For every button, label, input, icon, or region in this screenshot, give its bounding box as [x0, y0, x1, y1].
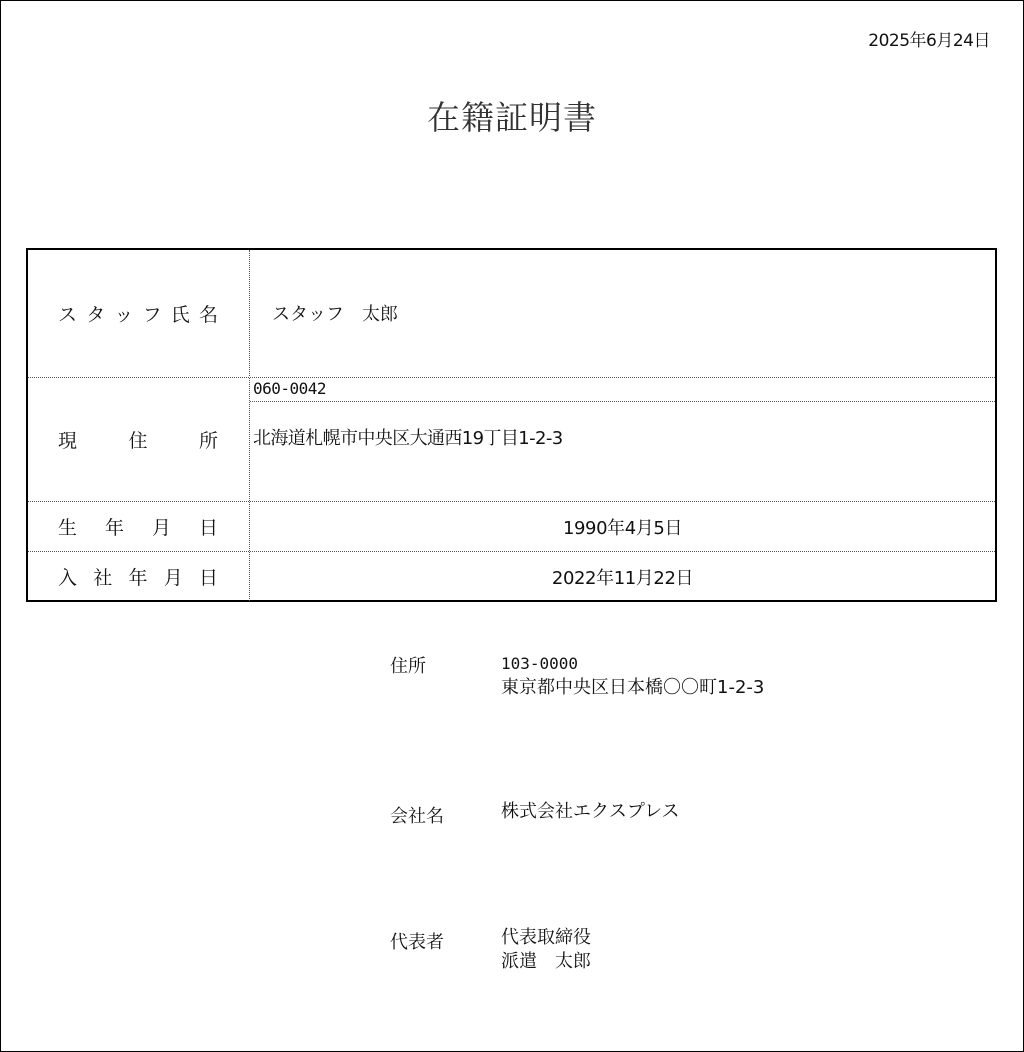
issuer-postal-code: 103-0000	[501, 654, 579, 673]
label-birth-date	[28, 502, 250, 551]
label-char: 社	[93, 567, 113, 589]
issuer-company-name: 株式会社エクスプレス	[501, 801, 680, 822]
label-spread	[58, 300, 218, 327]
certificate-table	[26, 248, 997, 602]
label-address	[28, 378, 250, 501]
label-char: 生	[58, 517, 78, 539]
value-postal-code: 060-0042	[250, 378, 995, 402]
row-staff-name	[28, 250, 995, 376]
value-address: 北海道札幌市中央区大通西19丁目1-2-3	[253, 428, 563, 449]
label-spread	[58, 513, 218, 540]
issuer-address	[501, 652, 764, 700]
document-title: 在籍証明書	[427, 98, 597, 137]
label-char: 名	[198, 303, 218, 326]
label-join-date	[28, 552, 250, 601]
value-join-date: 2022年11月22日	[551, 567, 694, 589]
label-spread	[58, 563, 218, 590]
label-char: 年	[104, 517, 124, 539]
label-char: 入	[58, 567, 78, 589]
label-char: 月	[163, 567, 183, 589]
label-char: ッ	[114, 303, 134, 326]
label-char: 日	[198, 517, 218, 539]
issuer-company-label: 会社名	[390, 806, 444, 827]
label-spread	[58, 426, 218, 453]
row-join-date	[28, 551, 995, 601]
row-address	[28, 377, 995, 501]
representative-name: 派遣 太郎	[501, 951, 591, 972]
label-char: 月	[151, 517, 171, 539]
label-char: タ	[86, 303, 106, 326]
row-birth-date	[28, 501, 995, 551]
label-char: 氏	[170, 303, 190, 326]
value-staff-name: スタッフ 太郎	[272, 304, 398, 325]
label-char: フ	[142, 303, 162, 326]
value-birth-date: 1990年4月5日	[562, 517, 683, 539]
label-char: 日	[198, 567, 218, 589]
issuer-representative-label: 代表者	[390, 932, 444, 953]
issuer-address-value: 東京都中央区日本橋〇〇町1-2-3	[501, 677, 765, 698]
issuer-address-label: 住所	[390, 656, 426, 677]
label-char: 所	[198, 430, 218, 452]
label-char: ス	[58, 303, 78, 326]
label-staff-name	[28, 250, 250, 376]
label-char: 住	[128, 430, 148, 452]
issue-date: 2025年6月24日	[868, 31, 990, 51]
label-char: 年	[128, 567, 148, 589]
representative-title: 代表取締役	[501, 927, 591, 948]
issuer-representative	[501, 926, 591, 974]
label-char: 現	[58, 430, 78, 452]
